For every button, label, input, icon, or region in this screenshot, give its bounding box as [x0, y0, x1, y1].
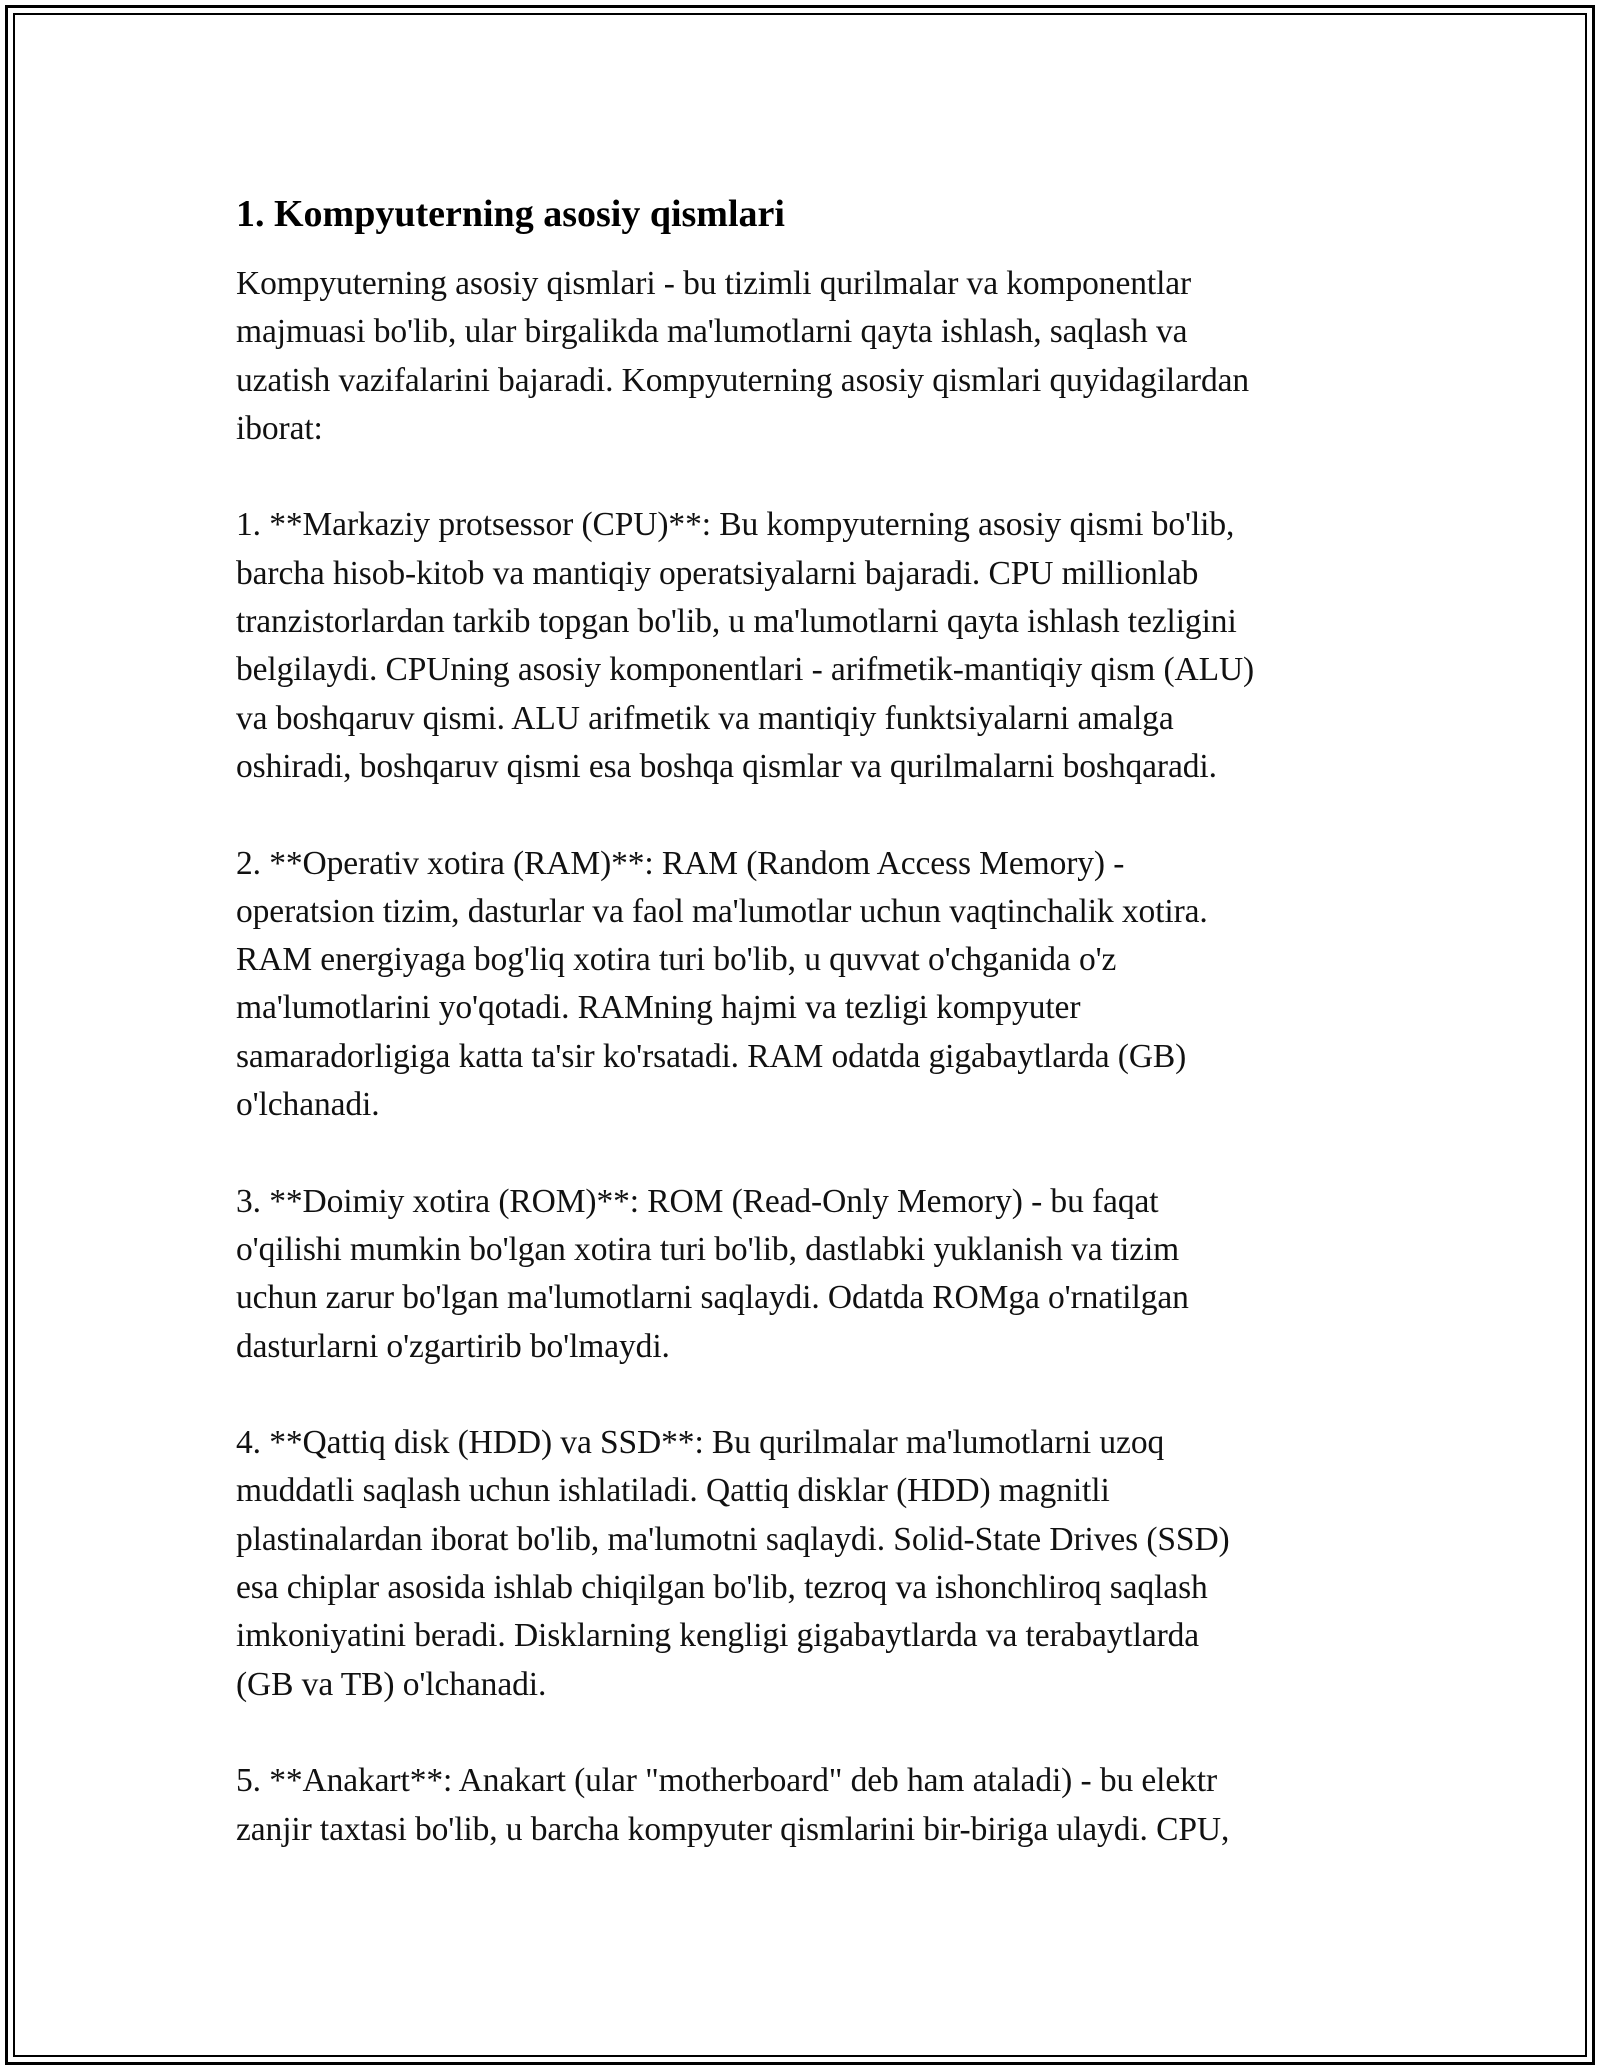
document-body [236, 188, 1386, 1854]
paragraph-rom: 3. **Doimiy xotira (ROM)**: ROM (Read-Only Memory) - bu faqat o'qilishi mumkin bo'lgan xotira turi bo'lib, dastlabki yuklanish va tizim uchun zarur bo'lgan ma'lumotlarni saqlaydi. Odatda ROMga o'rnatilgan dasturlarni o'zgartirib bo'lmaydi. [236, 1182, 1189, 1365]
paragraph-motherboard: 5. **Anakart**: Anakart (ular "motherboard" deb ham ataladi) - bu elektr zanjir taxtasi bo'lib, u barcha kompyuter qismlarini bir-biriga ulaydi. CPU, [236, 1762, 1230, 1848]
document-title: 1. Kompyuterning asosiy qismlari [236, 193, 785, 235]
paragraph-cpu: 1. **Markaziy protsessor (CPU)**: Bu kompyuterning asosiy qismi bo'lib, barcha hisob-kitob va mantiqiy operatsiyalarni bajaradi. CPU millionlab tranzistorlardan tarkib topgan bo'lib, u ma'lumotlarni qayta ishlash tezligini belgilaydi. CPUning asosiy komponentlari - arifmetik-mantiqiy qism (ALU) va boshqaruv qismi. ALU arifmetik va mantiqiy funktsiyalarni amalga oshiradi, boshqaruv qismi esa boshqa qismlar va qurilmalarni boshqaradi. [236, 506, 1255, 785]
intro-paragraph: Kompyuterning asosiy qismlari - bu tizimli qurilmalar va komponentlar majmuasi bo'lib, ular birgalikda ma'lumotlarni qayta ishlash, saqlash va uzatish vazifalarini bajaradi. Kompyuterning asosiy qismlari quyidagilardan iborat: [236, 265, 1250, 447]
paragraph-hdd-ssd: 4. **Qattiq disk (HDD) va SSD**: Bu qurilmalar ma'lumotlarni uzoq muddatli saqlash uchun ishlatiladi. Qattiq disklar (HDD) magnitli plastinalardan iborat bo'lib, ma'lumotni saqlaydi. Solid-State Drives (SSD) esa chiplar asosida ishlab chiqilgan bo'lib, tezroq va ishonchliroq saqlash imkoniyatini beradi. Disklarning kengligi gigabaytlarda va terabaytlarda (GB va TB) o'lchanadi. [236, 1424, 1230, 1703]
paragraph-ram: 2. **Operativ xotira (RAM)**: RAM (Random Access Memory) - operatsion tizim, dasturlar va faol ma'lumotlar uchun vaqtinchalik xotira. RAM energiyaga bog'liq xotira turi bo'lib, u quvvat o'chganida o'z ma'lumotlarini yo'qotadi. RAMning hajmi va tezligi kompyuter samaradorligiga katta ta'sir ko'rsatadi. RAM odatda gigabaytlarda (GB) o'lchanadi. [236, 844, 1208, 1124]
